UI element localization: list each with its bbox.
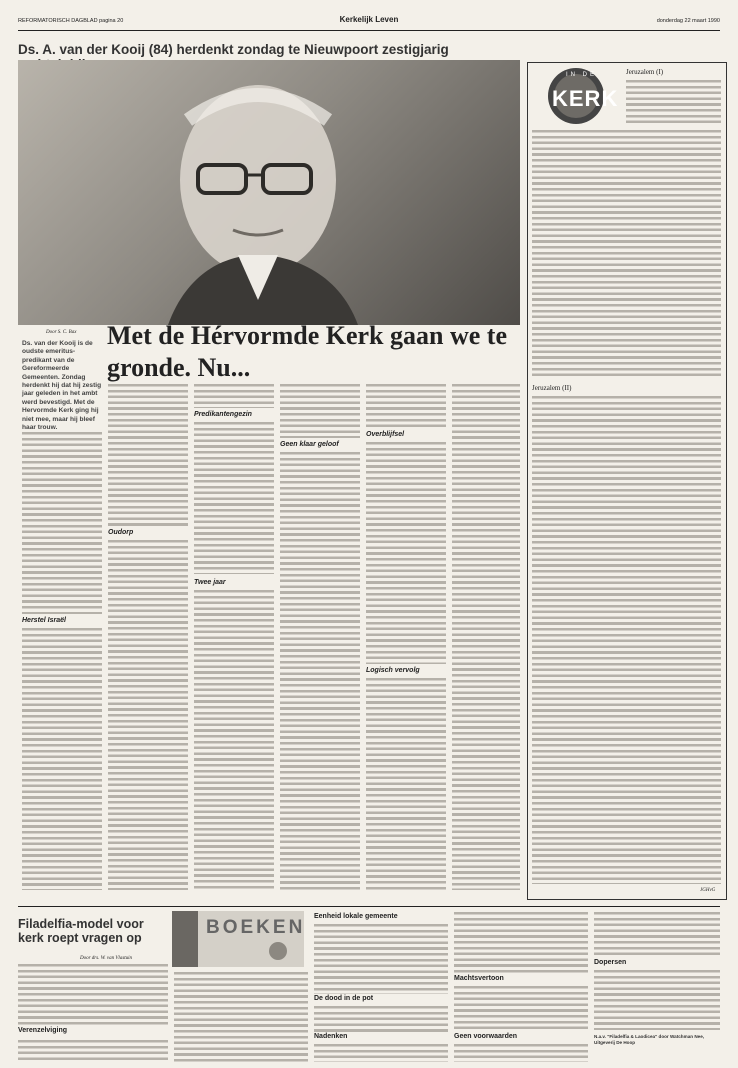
article-column-1a xyxy=(22,432,102,614)
section-rule xyxy=(18,906,720,907)
subhead-predikantengezin: Predikantengezin xyxy=(194,411,252,418)
article-column-1b xyxy=(22,628,102,890)
photo-credit: Door S. C. Bax xyxy=(46,330,77,335)
subhead-overblijfsel: Overblijfsel xyxy=(366,431,405,438)
in-de-kerk-logo xyxy=(530,66,622,126)
subhead-machtsvertoon: Machtsvertoon xyxy=(454,975,504,982)
article-column-4a xyxy=(280,384,360,438)
article-column-6 xyxy=(452,384,520,890)
article-column-3a xyxy=(194,422,274,574)
article-intro: Ds. van der Kooij is de oudste emeritus-predikant van de Gereformeerde Gemeenten. Zondag herdenkt hij dat hij zestig jaar geleden in het ambt werd bevestigd. Met de Hervormde Kerk ging hij niet mee, maar hij bleef haar trouw. xyxy=(22,340,102,432)
subhead-logisch-vervolg: Logisch vervolg xyxy=(366,667,420,674)
article-column-3b xyxy=(194,590,274,890)
article-column-2b xyxy=(108,540,188,890)
book-col-1a xyxy=(18,964,168,1026)
sidebar-heading-jeruzalem-1: Jeruzalem (I) xyxy=(626,68,664,76)
subhead-geen-voorwaarden: Geen voorwaarden xyxy=(454,1033,518,1040)
subhead-herstel-israel: Herstel Israël xyxy=(22,617,66,624)
sidebar-text-1 xyxy=(532,130,721,378)
header-section: Kerkelijk Leven xyxy=(339,15,399,24)
header-rule xyxy=(18,30,720,31)
boeken-logo-text: BOEKEN xyxy=(206,917,306,938)
book-review-headline: Filadelfia-model voor kerk roept vragen op xyxy=(18,917,144,945)
book-colophon: N.a.v. "Filadelfia & Laodicea" door Watchman Nee, Uitgeverij De Hoop xyxy=(594,1034,705,1045)
logo-main-text: KERK xyxy=(552,86,619,111)
book-col-2 xyxy=(174,972,308,1062)
article-column-5b xyxy=(366,442,446,664)
article-column-5a xyxy=(366,384,446,428)
header-date: donderdag 22 maart 1990 xyxy=(656,18,720,24)
sidebar-heading-jeruzalem-2: Jeruzalem (II) xyxy=(532,384,572,392)
sidebar-text-2 xyxy=(532,396,721,884)
portrait-photo xyxy=(18,60,520,325)
subhead-oudorp: Oudorp xyxy=(108,529,134,536)
quote-headline: Met de Hérvormde Kerk gaan we te gronde. Nu... xyxy=(107,321,507,382)
subhead-eenheid: Eenheid lokale gemeente xyxy=(314,913,398,920)
sidebar-signature: JGHvG xyxy=(700,888,716,893)
subhead-twee-jaar: Twee jaar xyxy=(194,579,226,586)
subhead-dood-in-de-pot: De dood in de pot xyxy=(314,995,374,1002)
article-column-2a xyxy=(108,384,188,526)
header-paper-name: REFORMATORISCH DAGBLAD pagina 20 xyxy=(18,18,124,24)
book-review-byline: Door drs. W. van Vlastuin xyxy=(80,956,133,961)
article-headline: Ds. A. van der Kooij (84) herdenkt zondag te Nieuwpoort zestigjarig xyxy=(18,42,449,57)
boeken-logo xyxy=(168,909,308,969)
article-column-4b xyxy=(280,452,360,890)
article-column-5c xyxy=(366,678,446,890)
subhead-dopersen: Dopersen xyxy=(594,959,627,966)
subhead-verenzelviging: Verenzelviging xyxy=(18,1027,68,1034)
subhead-geen-klaar-geloof: Geen klaar geloof xyxy=(280,441,339,448)
page-header xyxy=(18,14,720,28)
logo-top-text: IN DE xyxy=(566,72,598,78)
subhead-nadenken: Nadenken xyxy=(314,1033,348,1040)
